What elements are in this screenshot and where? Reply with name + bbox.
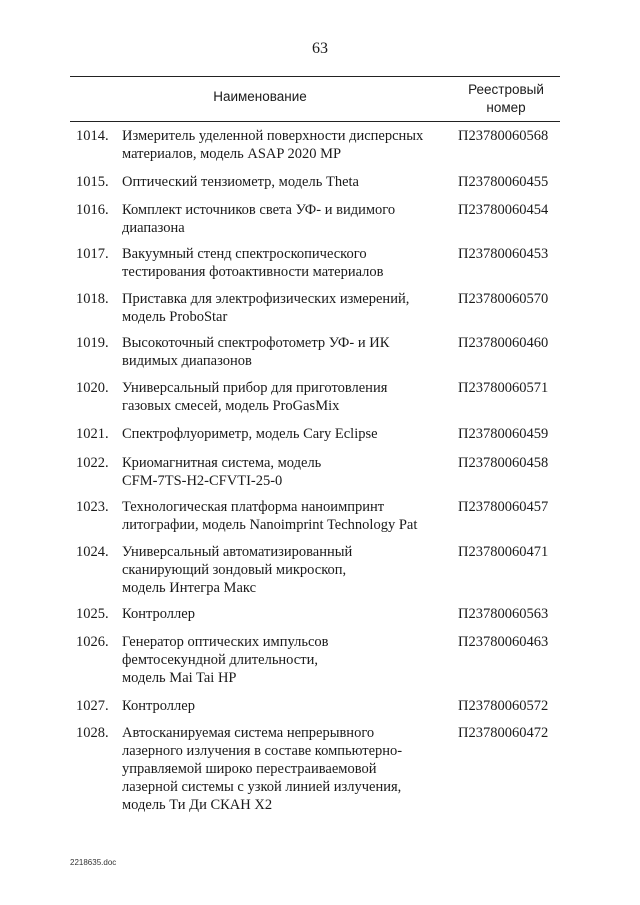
row-registry-number: П23780060453 (458, 246, 549, 262)
document-filename: 2218635.doc (70, 858, 117, 867)
row-registry-number: П23780060571 (458, 380, 549, 396)
row-name: Приставка для электрофизических измерений, модель ProboStar (122, 291, 410, 325)
row-registry-number: П23780060458 (458, 455, 549, 471)
row-name: Оптический тензиометр, модель Theta (122, 174, 359, 190)
row-name: Универсальный прибор для приготовления газовых смесей, модель ProGasMix (122, 380, 388, 414)
row-registry-number: П23780060454 (458, 202, 549, 218)
row-name: Криомагнитная система, модель CFM-7TS-H2-CFVTI-25-0 (122, 455, 322, 489)
row-number: 1023. (76, 499, 109, 515)
row-name: Комплект источников света УФ- и видимого диапазона (122, 202, 396, 236)
row-registry-number: П23780060455 (458, 174, 549, 190)
table-top-rule (70, 76, 560, 77)
row-name: Измеритель уделенной поверхности дисперсных материалов, модель ASAP 2020 MP (122, 128, 424, 162)
row-number: 1027. (76, 698, 109, 714)
row-number: 1021. (76, 426, 109, 442)
row-name: Контроллер (122, 698, 195, 714)
row-number: 1020. (76, 380, 109, 396)
row-registry-number: П23780060472 (458, 725, 549, 741)
row-registry-number: П23780060563 (458, 606, 549, 622)
row-number: 1015. (76, 174, 109, 190)
row-registry-number: П23780060570 (458, 291, 549, 307)
row-registry-number: П23780060460 (458, 335, 549, 351)
row-name: Вакуумный стенд спектроскопического тестирования фотоактивности материалов (122, 246, 384, 280)
row-name: Универсальный автоматизированный сканирующий зондовый микроскоп, модель Интегра Макс (122, 544, 353, 596)
row-number: 1028. (76, 725, 109, 741)
row-number: 1022. (76, 455, 109, 471)
row-name: Автосканируемая система непрерывного лазерного излучения в составе компьютерно- управляемой широко перестраиваемовой лазерной системы с узкой линией излучения, модель Ти Ди СКАН X2 (122, 725, 403, 813)
row-number: 1014. (76, 128, 109, 144)
row-number: 1017. (76, 246, 109, 262)
row-number: 1019. (76, 335, 109, 351)
row-registry-number: П23780060572 (458, 698, 549, 714)
row-number: 1018. (76, 291, 109, 307)
row-number: 1026. (76, 634, 109, 650)
row-registry-number: П23780060457 (458, 499, 549, 515)
table-header-rule (70, 121, 560, 122)
row-registry-number: П23780060463 (458, 634, 549, 650)
row-number: 1016. (76, 202, 109, 218)
row-registry-number: П23780060459 (458, 426, 549, 442)
row-name: Генератор оптических импульсов фемтосекундной длительности, модель Mai Tai HP (122, 634, 329, 686)
row-registry-number: П23780060568 (458, 128, 549, 144)
column-header-registry-number: Реестровый номер (468, 82, 544, 115)
row-name: Контроллер (122, 606, 195, 622)
row-number: 1024. (76, 544, 109, 560)
row-name: Высокоточный спектрофотометр УФ- и ИК видимых диапазонов (122, 335, 390, 369)
row-number: 1025. (76, 606, 109, 622)
row-name: Спектрофлуориметр, модель Cary Eclipse (122, 426, 378, 442)
page-number: 63 (312, 40, 328, 57)
column-header-name: Наименование (213, 89, 307, 104)
row-name: Технологическая платформа наноимпринт литографии, модель Nanoimprint Technology Pat (122, 499, 418, 533)
row-registry-number: П23780060471 (458, 544, 549, 560)
